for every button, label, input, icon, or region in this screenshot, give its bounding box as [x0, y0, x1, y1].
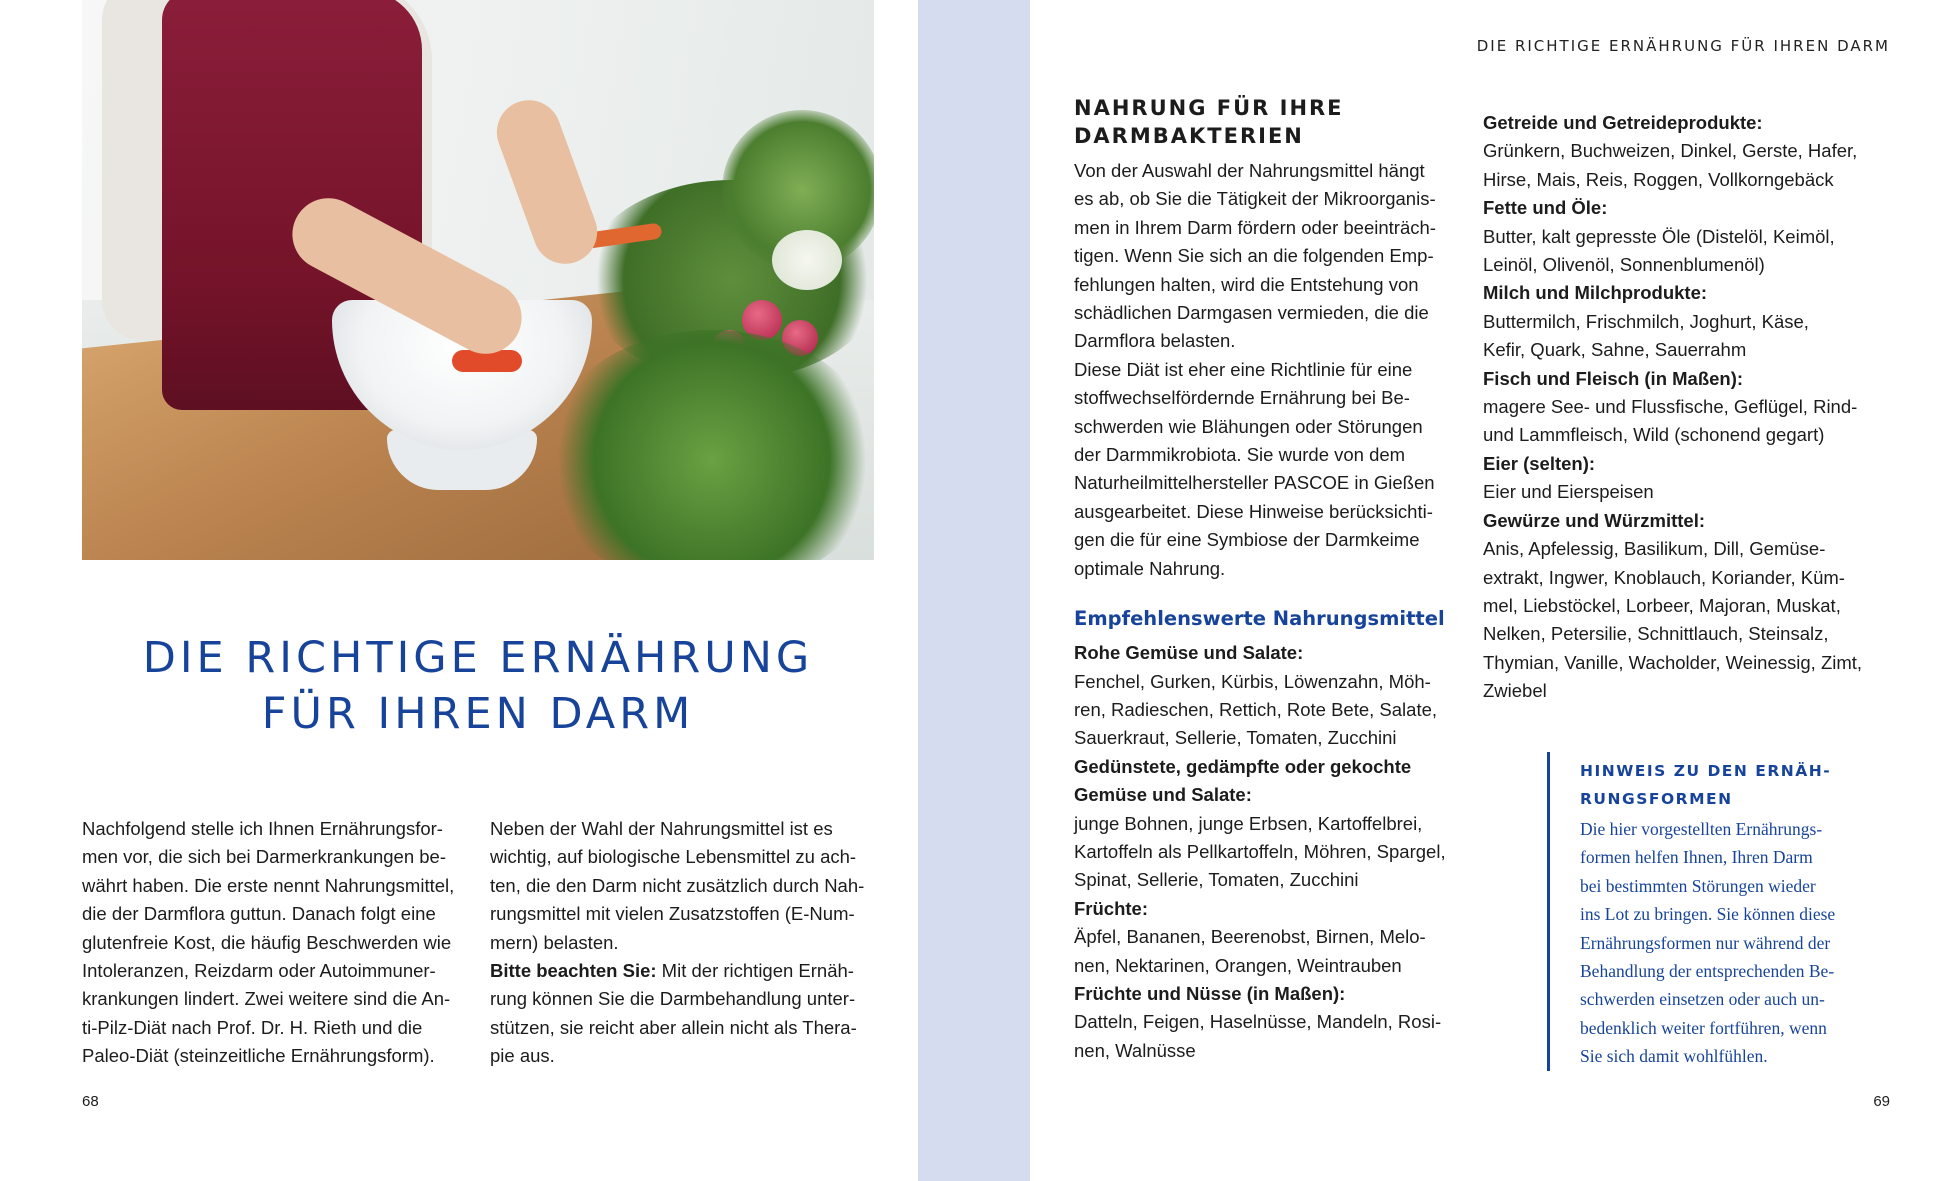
- section-title: [1074, 94, 1464, 150]
- text-line: rung können Sie die Darmbehandlung unter-: [490, 988, 856, 1010]
- food-group-label: Früchte und Nüsse (in Maßen):: [1074, 982, 1346, 1004]
- text-line: ti-Pilz-Diät nach Prof. Dr. H. Rieth und die: [82, 1016, 423, 1038]
- text-line: der Darmmikrobiota. Sie wurde von dem: [1074, 444, 1406, 466]
- subheading: Empfehlenswerte Nahrungsmittel: [1074, 607, 1445, 631]
- photo-fennel: [772, 230, 842, 290]
- food-group-items: Nelken, Petersilie, Schnittlauch, Steinsalz,: [1483, 623, 1829, 645]
- food-group-label: Gewürze und Würzmittel:: [1483, 509, 1705, 531]
- text-line: Paleo-Diät (steinzeitliche Ernährungsform).: [82, 1045, 435, 1067]
- food-group-label: Früchte:: [1074, 897, 1148, 919]
- note-text: Mit der richtigen Ernäh-: [656, 960, 854, 982]
- food-group-items: Spinat, Sellerie, Tomaten, Zucchini: [1074, 869, 1359, 891]
- food-group-items: Hirse, Mais, Reis, Roggen, Vollkorngebäck: [1483, 168, 1834, 190]
- text-line: ten, die den Darm nicht zusätzlich durch Nah-: [490, 874, 865, 896]
- text-line: optimale Nahrung.: [1074, 557, 1226, 579]
- food-group-items: extrakt, Ingwer, Knoblauch, Koriander, Küm-: [1483, 566, 1845, 588]
- text-line: men vor, die sich bei Darmerkrankungen be-: [82, 846, 447, 868]
- food-group-items: Thymian, Vanille, Wacholder, Weinessig, Zimt,: [1483, 651, 1863, 673]
- food-group-items: und Lammfleisch, Wild (schonend gegart): [1483, 424, 1825, 446]
- food-group-items: magere See- und Flussfische, Geflügel, Rind-: [1483, 396, 1858, 418]
- text-line: rungsmittel mit vielen Zusatzstoffen (E-Num-: [490, 903, 855, 925]
- hint-line: Sie sich damit wohlfühlen.: [1580, 1046, 1768, 1067]
- hint-line: bei bestimmten Störungen wieder: [1580, 875, 1816, 896]
- hint-title: [1580, 757, 1867, 813]
- text-line: men in Ihrem Darm fördern oder beeinträch-: [1074, 216, 1436, 238]
- hint-text: [1580, 815, 1867, 1071]
- food-group-label: Gedünstete, gedämpfte oder gekochte: [1074, 755, 1412, 777]
- text-line: ausgearbeitet. Diese Hinweise berücksichti-: [1074, 500, 1433, 522]
- food-group-items: Butter, kalt gepresste Öle (Distelöl, Keimöl,: [1483, 225, 1835, 247]
- left-page: [0, 0, 918, 1181]
- food-group-items: nen, Nektarinen, Orangen, Weintrauben: [1074, 954, 1402, 976]
- hint-title-line: RUNGSFORMEN: [1580, 790, 1733, 808]
- hint-line: Die hier vorgestellten Ernährungs-: [1580, 819, 1823, 839]
- hint-line: bedenklich weiter fortführen, wenn: [1580, 1017, 1827, 1038]
- text-line: wichtig, auf biologische Lebensmittel zu ach-: [490, 846, 857, 868]
- food-group-label: Fisch und Fleisch (in Maßen):: [1483, 367, 1744, 389]
- text-line: glutenfreie Kost, die häufig Beschwerden wie: [82, 931, 452, 953]
- section-title-line: DARMBAKTERIEN: [1074, 124, 1304, 148]
- text-line: pie aus.: [490, 1045, 555, 1067]
- food-group-items: Leinöl, Olivenöl, Sonnenblumenöl): [1483, 254, 1765, 276]
- intro-column-2: [490, 815, 880, 1071]
- text-line: gen die für eine Symbiose der Darmkeime: [1074, 529, 1420, 551]
- text-line: tigen. Wenn Sie sich an die folgenden Emp-: [1074, 245, 1434, 267]
- text-line: währt haben. Die erste nennt Nahrungsmittel,: [82, 874, 455, 896]
- food-group-items: Sauerkraut, Sellerie, Tomaten, Zucchini: [1074, 727, 1397, 749]
- food-list-1: [1074, 639, 1464, 1065]
- food-group-items: Buttermilch, Frischmilch, Joghurt, Käse,: [1483, 310, 1809, 332]
- chapter-title-line: FÜR IHREN DARM: [261, 689, 695, 739]
- right-page: [1030, 0, 1948, 1181]
- text-line: schädlichen Darmgasen vermieden, die die: [1074, 302, 1429, 324]
- text-line: Neben der Wahl der Nahrungsmittel ist es: [490, 818, 833, 839]
- food-group-items: Eier und Eierspeisen: [1483, 481, 1654, 503]
- text-line: es ab, ob Sie die Tätigkeit der Mikroorganis-: [1074, 188, 1436, 210]
- hint-title-line: HINWEIS ZU DEN ERNÄH-: [1580, 762, 1832, 780]
- food-group-label: Milch und Milchprodukte:: [1483, 282, 1708, 304]
- text-line: Diese Diät ist eher eine Richtlinie für eine: [1074, 358, 1413, 380]
- text-line: Darmflora belasten.: [1074, 330, 1236, 352]
- text-line: stoffwechselfördernde Ernährung bei Be-: [1074, 387, 1410, 409]
- running-head: DIE RICHTIGE ERNÄHRUNG FÜR IHREN DARM: [1476, 37, 1890, 55]
- food-group-items: Grünkern, Buchweizen, Dinkel, Gerste, Hafer,: [1483, 140, 1858, 162]
- text-line: Intoleranzen, Reizdarm oder Autoimmuner-: [82, 960, 436, 982]
- right-column-2: [1483, 109, 1883, 706]
- section-title-line: NAHRUNG FÜR IHRE: [1074, 96, 1344, 120]
- section-intro: [1074, 157, 1464, 583]
- food-group-label: Eier (selten):: [1483, 452, 1596, 474]
- gutter-band: [918, 0, 1030, 1181]
- food-group-items: Datteln, Feigen, Haselnüsse, Mandeln, Rosi-: [1074, 1011, 1442, 1033]
- food-group-items: Kefir, Quark, Sahne, Sauerrahm: [1483, 339, 1747, 361]
- kitchen-photo: [82, 0, 874, 560]
- text-line: die der Darmflora guttun. Danach folgt eine: [82, 903, 436, 925]
- food-group-items: junge Bohnen, junge Erbsen, Kartoffelbrei,: [1074, 812, 1423, 834]
- right-column-1: [1074, 94, 1464, 1065]
- food-group-items: nen, Walnüsse: [1074, 1039, 1196, 1061]
- chapter-title-line: DIE RICHTIGE ERNÄHRUNG: [142, 633, 814, 683]
- text-line: Naturheilmittelhersteller PASCOE in Gießen: [1074, 472, 1435, 494]
- page-number: 69: [1873, 1093, 1890, 1110]
- food-group-items: Kartoffeln als Pellkartoffeln, Möhren, Spargel,: [1074, 840, 1446, 862]
- food-group-label: Getreide und Getreideprodukte:: [1483, 112, 1763, 133]
- text-line: mern) belasten.: [490, 931, 619, 953]
- intro-column-1: [82, 815, 472, 1071]
- food-group-items: Fenchel, Gurken, Kürbis, Löwenzahn, Möh-: [1074, 670, 1431, 692]
- food-group-items: Zwiebel: [1483, 680, 1547, 702]
- hint-line: Ernährungsformen nur während der: [1580, 932, 1831, 953]
- food-group-items: Anis, Apfelessig, Basilikum, Dill, Gemüse-: [1483, 538, 1826, 560]
- text-line: stützen, sie reicht aber allein nicht als Thera-: [490, 1016, 857, 1038]
- food-group-label: Fette und Öle:: [1483, 197, 1608, 219]
- food-group-items: mel, Liebstöckel, Lorbeer, Majoran, Muskat,: [1483, 594, 1841, 616]
- text-line: schwerden wie Blähungen oder Störungen: [1074, 415, 1423, 437]
- hint-line: formen helfen Ihnen, Ihren Darm: [1580, 847, 1813, 868]
- text-line: fehlungen halten, wird die Entstehung von: [1074, 273, 1419, 295]
- food-group-label: Gemüse und Salate:: [1074, 784, 1252, 806]
- text-line: Von der Auswahl der Nahrungsmittel hängt: [1074, 160, 1425, 181]
- page-number: 68: [82, 1093, 99, 1110]
- food-group-items: ren, Radieschen, Rettich, Rote Bete, Salate,: [1074, 698, 1438, 720]
- hint-line: Behandlung der entsprechenden Be-: [1580, 961, 1835, 982]
- hint-box: [1547, 752, 1867, 1071]
- note-label: Bitte beachten Sie:: [490, 960, 657, 982]
- food-group-items: Äpfel, Bananen, Beerenobst, Birnen, Melo-: [1074, 926, 1426, 948]
- text-line: Nachfolgend stelle ich Ihnen Ernährungsfor-: [82, 818, 443, 839]
- hint-line: schwerden einsetzen oder auch un-: [1580, 989, 1825, 1010]
- text-line: krankungen lindert. Zwei weitere sind die An-: [82, 988, 451, 1010]
- text-line: [490, 957, 880, 985]
- food-group-label: Rohe Gemüse und Salate:: [1074, 642, 1304, 664]
- hint-line: ins Lot zu bringen. Sie können diese: [1580, 904, 1836, 925]
- chapter-title: [82, 630, 874, 742]
